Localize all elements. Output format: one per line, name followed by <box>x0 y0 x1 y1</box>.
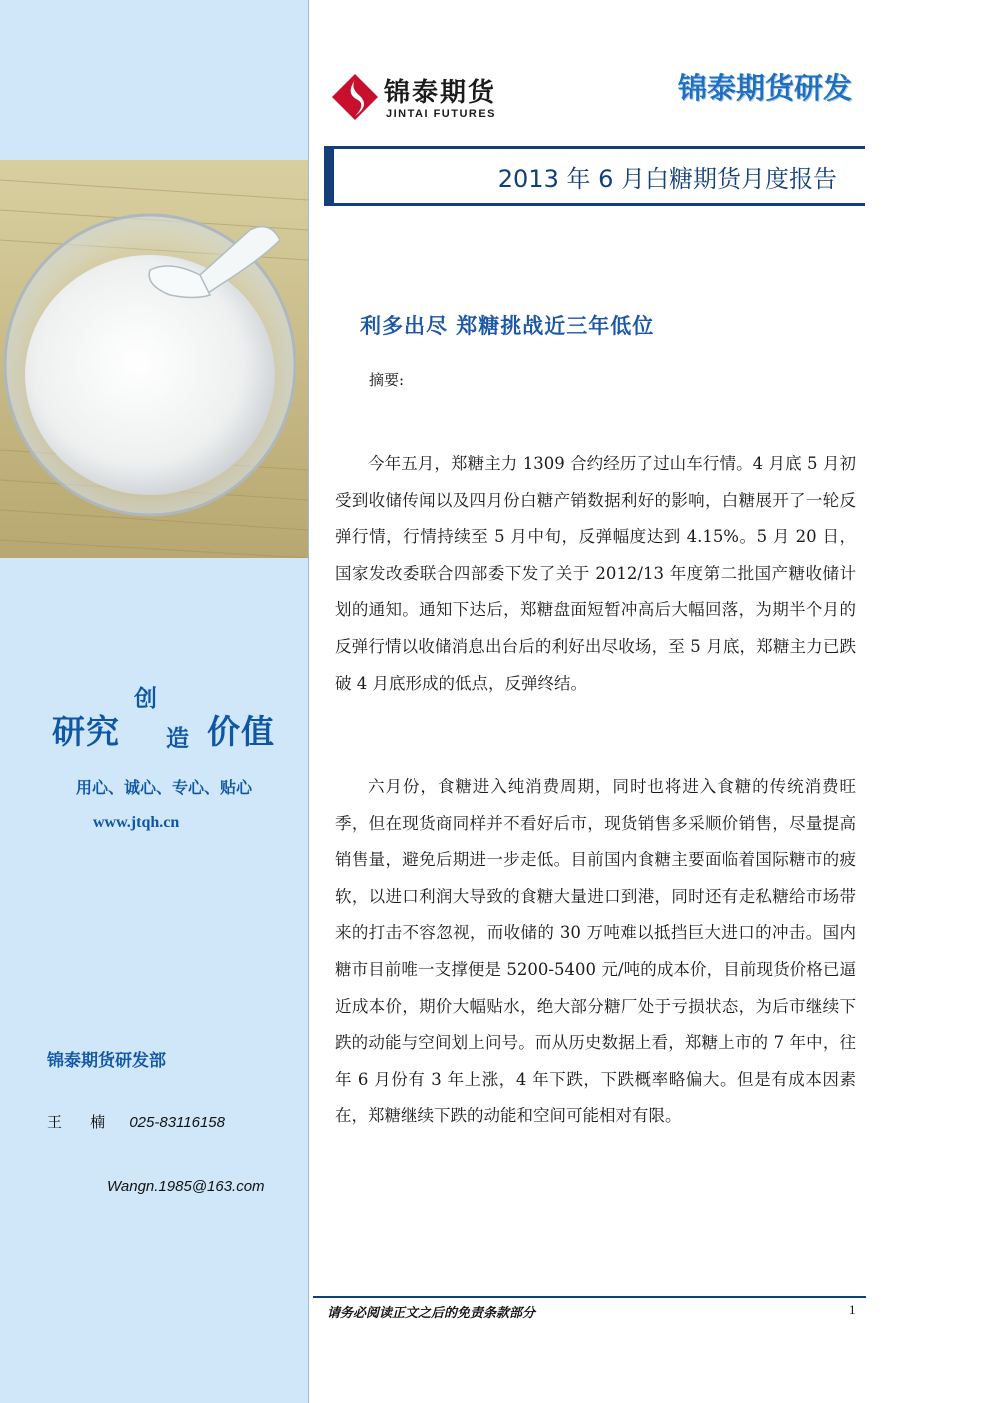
report-title: 2013 年 6 月白糖期货月度报告 <box>497 165 837 193</box>
paragraph-2: 六月份，食糖进入纯消费周期，同时也将进入食糖的传统消费旺季，但在现货商同样并不看好后市，现货销售多采顺价销售，尽量提高销售量，避免后期进一步走低。目前国内食糖主要面临着国际糖市的疲软，以进口利润大导致的食糖大量进口到港，同时还有走私糖给市场带来的打击不容忽视，而收储的 30 万吨难以抵挡巨大进口的冲击。国内糖市目前唯一支撑便是 5200-5400 元/吨的成本价，目前现货价格已逼近成本价，期价大幅贴水，绝大部分糖厂处于亏损状态，为后市继续下跌的动能与空间划上问号。而从历史数据上看，郑糖上市的 7 年中，往年 6 月份有 3 年上涨，4 年下跌，下跌概率略偏大。但是有成本因素在，郑糖继续下跌的动能和空间可能相对有限。 <box>335 777 856 1126</box>
analyst-name: 王 楠 <box>47 1114 118 1131</box>
department-name: 锦泰期货研发部 <box>47 1051 166 1071</box>
slogan <box>0 680 308 760</box>
logo-text-english: JINTAI FUTURES <box>386 108 497 120</box>
title-bar-accent <box>324 149 334 203</box>
abstract-label: 摘要: <box>369 371 405 389</box>
sugar-bowl-photo <box>0 160 308 558</box>
slogan-value: 价值 <box>207 712 275 751</box>
footer-disclaimer-note: 请务必阅读正文之后的免责条款部分 <box>327 1306 536 1321</box>
article-headline: 利多出尽 郑糖挑战近三年低位 <box>360 313 655 338</box>
logo-text-chinese: 锦泰期货 <box>384 78 497 108</box>
paragraph-1: 今年五月，郑糖主力 1309 合约经历了过山车行情。4 月底 5 月初受到收储传闻以及四月份白糖产销数据利好的影响，白糖展开了一轮反弹行情，行情持续至 5 月中旬，反弹幅度达到 4.15%。5 月 20 日，国家发改委联合四部委下发了关于 2012/13 年度第二批国产糖收储计划的通知。通知下达后，郑糖盘面短暂冲高后大幅回落，为期半个月的反弹行情以收储消息出台后的利好出尽收场，至 5 月底，郑糖主力已跌破 4 月底形成的低点，反弹终结。 <box>335 454 856 693</box>
sidebar <box>0 0 309 1403</box>
page-number: 1 <box>849 1302 856 1317</box>
website-link[interactable]: www.jtqh.cn <box>93 814 180 831</box>
report-title-bar <box>324 146 865 206</box>
analyst-phone: 025-83116158 <box>129 1114 225 1131</box>
header-brand: 锦泰期货研发 <box>678 71 853 105</box>
analyst-email[interactable]: Wangn.1985@163.com <box>107 1178 265 1195</box>
footer-divider <box>313 1296 866 1298</box>
logo-mark-icon <box>330 72 380 122</box>
company-logo <box>330 70 550 126</box>
slogan-create-1: 创 <box>134 686 157 712</box>
slogan-research: 研究 <box>52 712 120 751</box>
slogan-create-2: 造 <box>166 726 189 752</box>
analyst-contact <box>47 1111 225 1132</box>
motto: 用心、诚心、专心、贴心 <box>76 778 253 797</box>
